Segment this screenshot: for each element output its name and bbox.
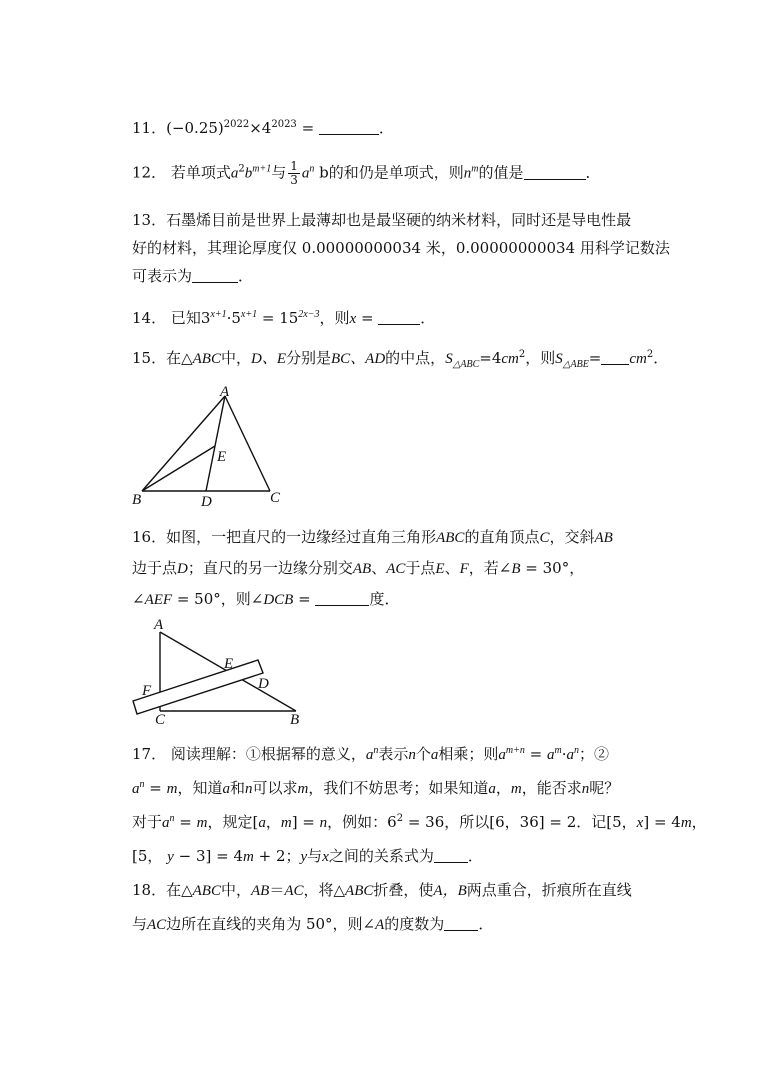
answer-blank-11[interactable] [319, 120, 379, 135]
question-12: 12． 若单项式$a^2b^{m+1}$与 $\frac{1}{3}$ $a^n$ b的和仍是单项式，则$n^m$的值是 ． [132, 159, 601, 187]
answer-blank-13[interactable] [192, 268, 238, 283]
ruler [133, 660, 263, 714]
label-b: B [290, 712, 300, 728]
question-18: 18．在△ABC中，AB＝AC，将△ABC折叠，使A，B两点重合，折痕所在直线 与AC边所在直线的夹角为 50°，则∠A的度数为 ． [132, 881, 632, 933]
label-e: E [224, 656, 234, 672]
label-b: B [132, 492, 142, 508]
question-17: 17． 阅读理解：①根据幂的意义，$a^n$表示n个a相乘；则$a^{m+n} = a^m\cdot a^n$；② $a^n = m$，知道a和n可以求m，我们不妨思考；如果知道a，m，能否求n呢？ 对于$a^n = m$，规定[a，m] = n，例如：$6^2 = 36$，所以[6，36] = 2．记[5，x] = 4m， [5， y − 3] = 4m + 2；y与x之间的关系式为 ． [132, 745, 707, 865]
segment-be [142, 446, 215, 491]
label-d: D [201, 494, 212, 510]
label-a: A [154, 617, 164, 633]
segment-ad [206, 396, 225, 491]
ruler-triangle-figure-16 [128, 610, 318, 728]
label-d: D [258, 676, 269, 692]
question-15: 15．在△ABC中，D、E分别是BC、AD的中点，$S_{\triangle ABC}=4cm^2$，则$S_{\triangle ABE}= cm^2$． [132, 349, 669, 370]
answer-blank-16[interactable] [315, 591, 369, 606]
triangle-figure-15 [128, 382, 298, 512]
label-e: E [217, 449, 227, 465]
answer-blank-12[interactable] [524, 165, 586, 180]
answer-blank-14[interactable] [378, 310, 420, 325]
answer-blank-18[interactable] [444, 916, 478, 931]
question-11: 11．$(-0.25)^{2022}\times 4^{2023}$ = ． [132, 119, 394, 137]
label-a: A [220, 384, 230, 400]
answer-blank-15[interactable] [601, 350, 629, 365]
label-c: C [270, 490, 281, 506]
answer-blank-17[interactable] [434, 848, 468, 863]
question-13: 13．石墨烯目前是世界上最薄却也是最坚硬的纳米材料，同时还是导电性最 好的材料，其理论厚度仅 0.00000000034 米，0.00000000034 用科学记数法 可表示为 ． [132, 211, 670, 285]
question-16: 16．如图，一把直尺的一边缘经过直角三角形ABC的直角顶点C，交斜AB 边于点D；直尺的另一边缘分别交AB、AC于点E、F，若∠B = 30°， ∠AEF = 50°，则∠DCB = 度． [132, 528, 613, 608]
segment-ac [225, 396, 270, 491]
question-14: 14． 已知$3^{x+1}\cdot 5^{x+1} = 15^{2x-3}$，则x = ． [132, 309, 436, 327]
fraction-one-third: $\frac{1}{3}$ [290, 159, 298, 187]
segment-ab [142, 396, 225, 491]
label-f: F [142, 683, 152, 699]
label-c: C [155, 712, 166, 728]
